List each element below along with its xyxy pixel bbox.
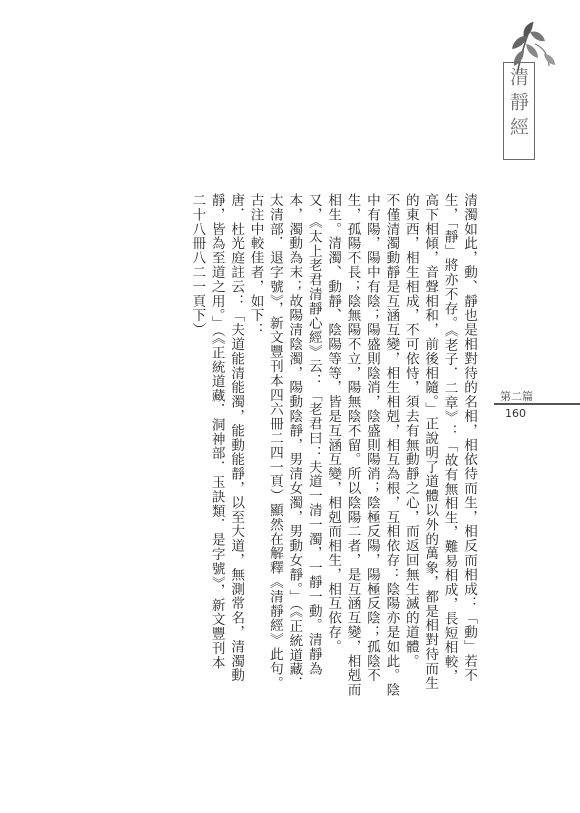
paragraph: 又，《太上老君清靜心經》云：「老君曰：夫道一清一濁，一靜一動。清靜為 本，濁動為末；故陽清陰濁，陽動陰靜，男清女濁，男動女靜。」（《正統道藏． 太清部．退字號》，新文豐刊本四六冊二四一頁）顯然在解釋《清靜經》此句。 <box>266 193 322 691</box>
paragraph: 唐．杜光庭註云：「夫道能清能濁，能動能靜，以至大道，無測常名，清濁動 靜，皆為至道之用。」（《正統道藏．洞神部．玉訣類．是字號》，新文豐刊本 二十八冊八二一頁下） <box>189 193 245 683</box>
section-rule <box>494 403 580 405</box>
paragraph: 清濁如此，動、靜也是相對待的名相，相依待而生，相反而相成：「動」若不 生，「靜」將亦不存。《老子．二章》：「故有無相生，難易相成，長短相較， 高下相傾，音聲相和，前後相隨。」正說明了道體以外的萬象，都是相對待而生 的東西，相生相成，不可依恃，須去有無動靜之心，而返回無生滅的道體。 不僅清濁動靜是互涵互變，相生相剋，相互為根，互相依存：陰陽亦是如此。陰 中有陽，陽中有陰；陽盛則陰消，陰盛則陽消；陰極反陽，陽極反陰；孤陰不 生，孤陽不長；陰無陽不立，陽無陰不留。所以陰陽二者，是互涵互變，相剋而 相生。清濁、動靜、陰陽等等，皆是互涵互變，相剋而相生，相互依存。 <box>325 193 477 697</box>
page-number: 160 <box>505 407 526 420</box>
paragraph: 古注中較佳者，如下： <box>247 193 264 337</box>
running-title: 清靜經 <box>507 67 529 142</box>
body-text <box>106 193 478 753</box>
section-label: 第二篇 <box>500 390 533 403</box>
title-frame <box>506 62 532 160</box>
